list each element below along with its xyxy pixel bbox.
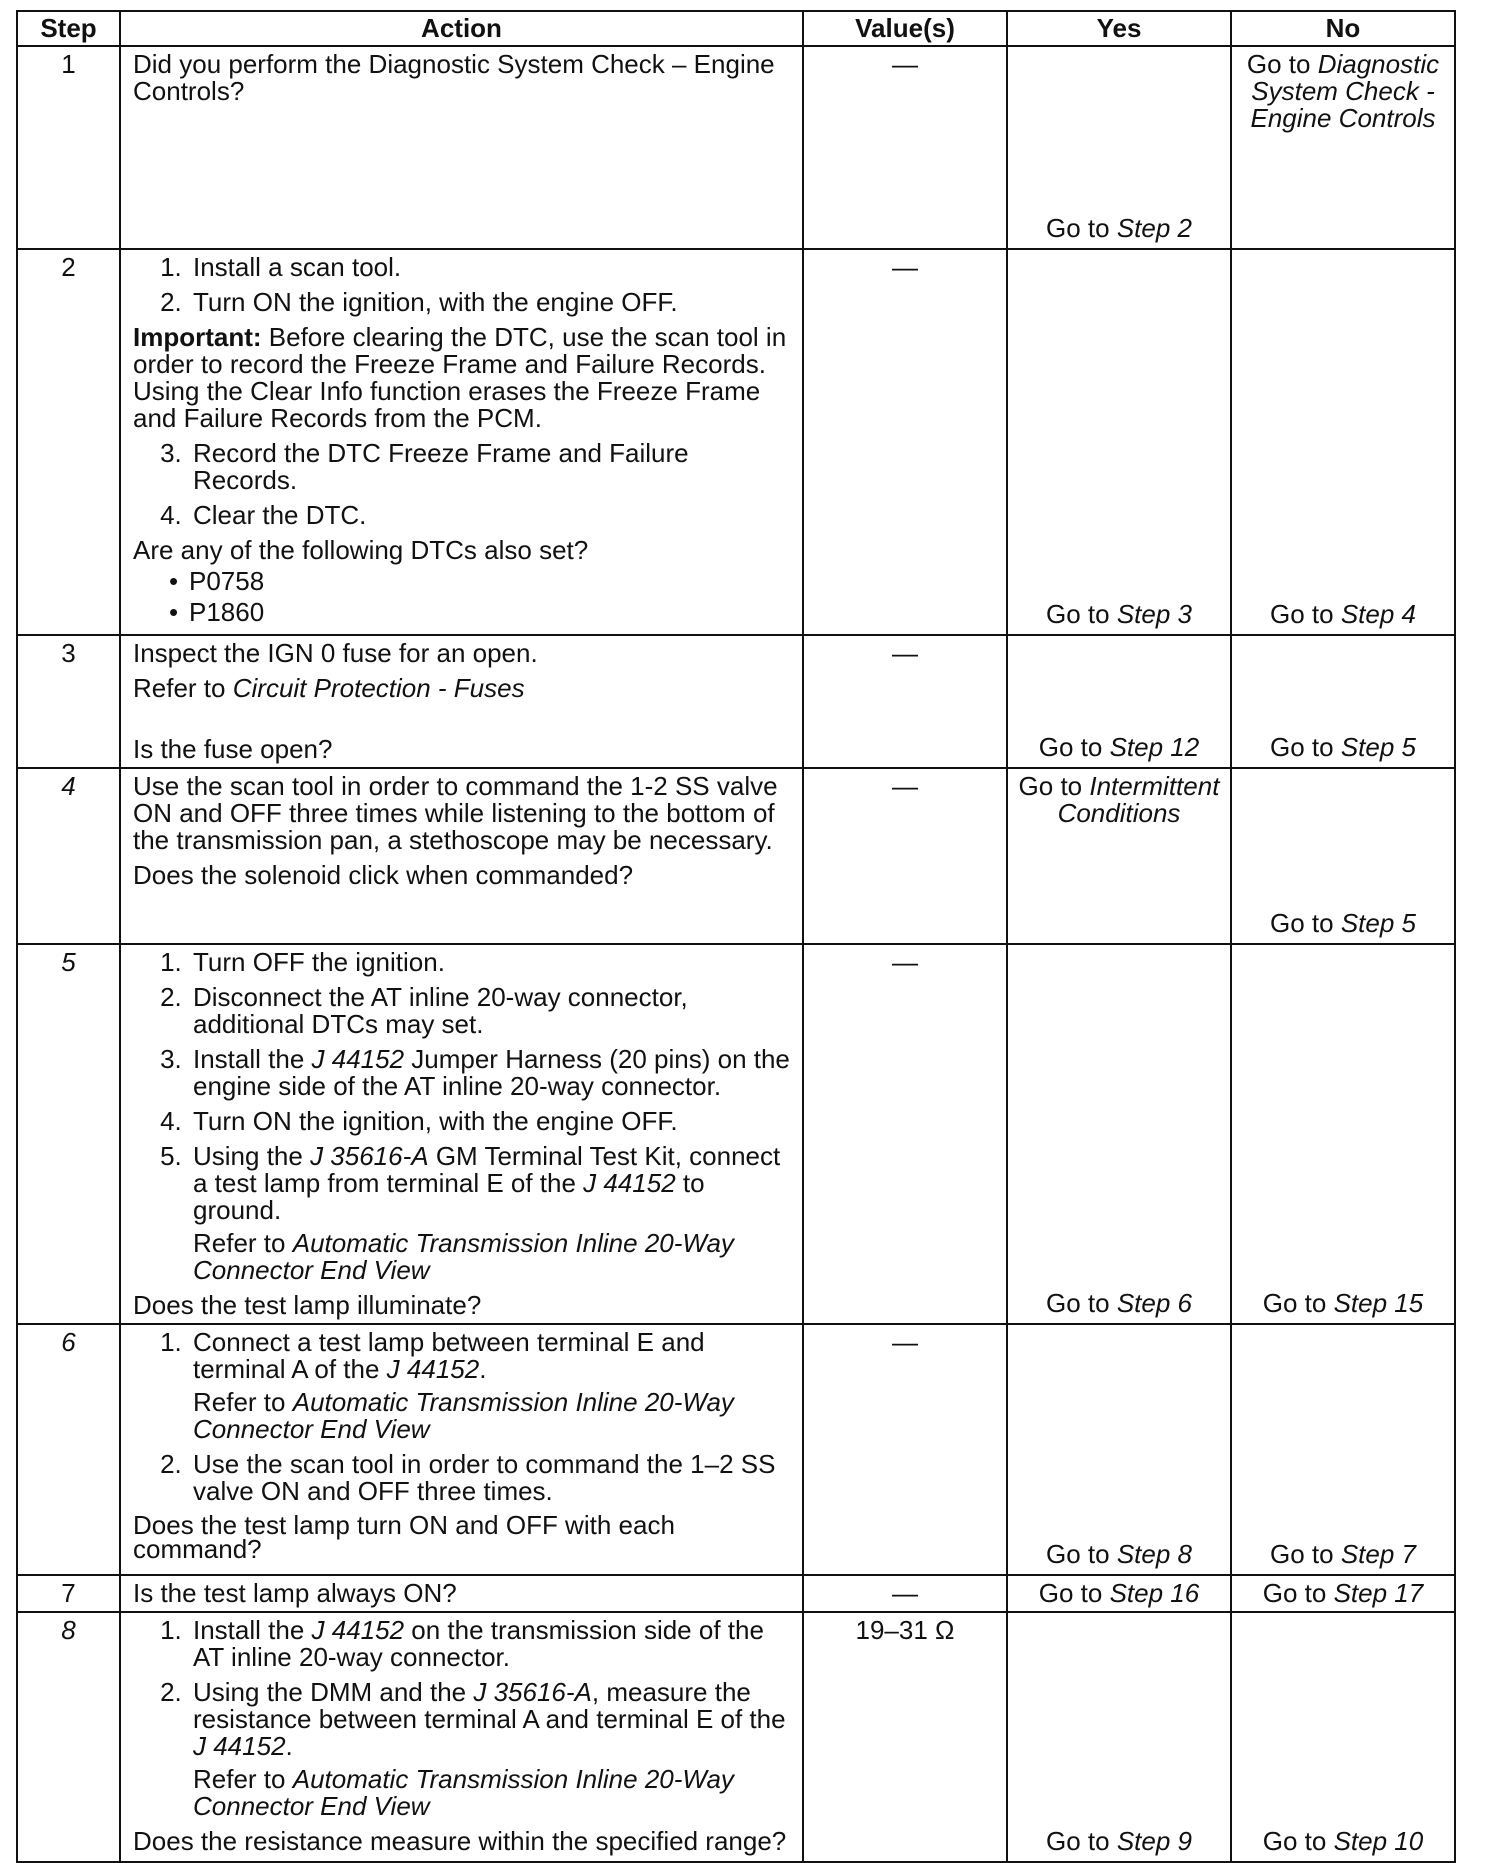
action-cell — [120, 635, 803, 768]
no-cell — [1231, 635, 1455, 768]
action-cell — [120, 1612, 803, 1862]
dtc-item: • P0758 — [189, 568, 790, 595]
yes-link[interactable]: Go to Step 8 — [1046, 1539, 1192, 1569]
value-cell: 19–31 Ω — [803, 1612, 1007, 1862]
yes-cell — [1007, 1612, 1231, 1862]
header-yes: Yes — [1007, 11, 1231, 46]
value-cell: — — [803, 944, 1007, 1324]
action-step: 2. Using the DMM and the J 35616-A, measure the resistance between terminal A and terminal E of the J 44152. Refer to Automatic Transmission Inline 20-Way Connector End View — [189, 1679, 790, 1820]
question-text: Does the test lamp illuminate? — [133, 1290, 482, 1320]
reference-link[interactable]: Circuit Protection - Fuses — [232, 673, 525, 703]
value-cell: — — [803, 249, 1007, 635]
no-cell — [1231, 1612, 1455, 1862]
action-step: 2. Disconnect the AT inline 20-way connector, additional DTCs may set. — [189, 984, 790, 1038]
reference: Refer to Circuit Protection - Fuses — [133, 673, 525, 703]
no-link[interactable]: Go to Step 5 — [1270, 908, 1416, 938]
yes-link[interactable]: Go to Step 9 — [1046, 1826, 1192, 1856]
action-step: 4. Turn ON the ignition, with the engine OFF. — [189, 1108, 790, 1135]
table-row — [17, 46, 1455, 249]
important-note: Important: Before clearing the DTC, use the scan tool in order to record the Freeze Frame and Failure Records. Using the Clear Info function erases the Freeze Frame and Failure Records from the PCM. — [133, 322, 787, 433]
no-cell — [1231, 944, 1455, 1324]
table-row — [17, 944, 1455, 1324]
no-cell — [1231, 46, 1455, 249]
action-step: 1. Install the J 44152 on the transmission side of the AT inline 20-way connector. — [189, 1617, 790, 1671]
step-number: 5 — [17, 944, 120, 1324]
reference: Refer to Automatic Transmission Inline 20-Way Connector End View — [193, 1228, 734, 1285]
yes-link[interactable]: Go to Step 2 — [1046, 213, 1192, 243]
yes-cell — [1007, 1324, 1231, 1575]
action-cell — [120, 46, 803, 249]
table-row — [17, 635, 1455, 768]
action-step: 3. Install the J 44152 Jumper Harness (20 pins) on the engine side of the AT inline 20-way connector. — [189, 1046, 790, 1100]
no-link[interactable]: Go to Step 10 — [1262, 1826, 1424, 1856]
no-link[interactable]: Go to Diagnostic System Check - Engine Controls — [1246, 49, 1440, 133]
action-cell — [120, 1575, 803, 1612]
value-cell: — — [803, 768, 1007, 944]
action-text: Inspect the IGN 0 fuse for an open. — [133, 638, 538, 668]
yes-cell — [1007, 635, 1231, 768]
reference: Refer to Automatic Transmission Inline 20-Way Connector End View — [193, 1764, 734, 1821]
yes-cell — [1007, 249, 1231, 635]
action-step: 1. Turn OFF the ignition. — [189, 949, 790, 976]
yes-cell — [1007, 944, 1231, 1324]
no-link[interactable]: Go to Step 5 — [1270, 732, 1416, 762]
step-number: 1 — [17, 46, 120, 249]
header-row — [17, 11, 1455, 46]
step-number: 2 — [17, 249, 120, 635]
step-number: 8 — [17, 1612, 120, 1862]
action-cell — [120, 944, 803, 1324]
action-step: 1. Connect a test lamp between terminal E and terminal A of the J 44152. Refer to Automatic Transmission Inline 20-Way Connector End View — [189, 1329, 790, 1443]
yes-link[interactable]: Go to Step 12 — [1038, 732, 1200, 762]
dtc-item: • P1860 — [189, 599, 790, 626]
header-action: Action — [120, 11, 803, 46]
table-row — [17, 1324, 1455, 1575]
step-number: 3 — [17, 635, 120, 768]
no-cell — [1231, 768, 1455, 944]
no-cell — [1231, 1575, 1455, 1612]
header-step: Step — [17, 11, 120, 46]
yes-cell — [1007, 46, 1231, 249]
step-number: 7 — [17, 1575, 120, 1612]
no-link[interactable]: Go to Step 15 — [1262, 1288, 1424, 1318]
action-cell — [120, 249, 803, 635]
reference-link[interactable]: Automatic Transmission Inline 20-Way Connector End View — [193, 1387, 734, 1444]
question-text: Does the test lamp turn ON and OFF with each command? — [133, 1510, 675, 1564]
yes-link[interactable]: Go to Step 16 — [1038, 1578, 1200, 1608]
yes-cell — [1007, 768, 1231, 944]
value-cell: — — [803, 46, 1007, 249]
yes-link[interactable]: Go to Intermittent Conditions — [1018, 771, 1220, 828]
question-text: Are any of the following DTCs also set? — [133, 535, 589, 565]
action-step: 2. Turn ON the ignition, with the engine OFF. — [189, 289, 790, 316]
action-step: 3. Record the DTC Freeze Frame and Failure Records. — [189, 440, 790, 494]
yes-link[interactable]: Go to Step 6 — [1046, 1288, 1192, 1318]
action-text: Use the scan tool in order to command the 1-2 SS valve ON and OFF three times while listening to the bottom of the transmission pan, a stethoscope may be necessary. — [133, 771, 778, 855]
value-cell: — — [803, 635, 1007, 768]
question-text: Is the fuse open? — [133, 734, 333, 764]
yes-cell — [1007, 1575, 1231, 1612]
no-link[interactable]: Go to Step 4 — [1270, 599, 1416, 629]
header-values: Value(s) — [803, 11, 1007, 46]
no-cell — [1231, 249, 1455, 635]
action-cell — [120, 768, 803, 944]
no-cell — [1231, 1324, 1455, 1575]
action-step: 4. Clear the DTC. — [189, 502, 790, 529]
table-row — [17, 1612, 1455, 1862]
action-step: 2. Use the scan tool in order to command the 1–2 SS valve ON and OFF three times. — [189, 1451, 790, 1505]
question-text: Does the solenoid click when commanded? — [133, 860, 634, 890]
no-link[interactable]: Go to Step 17 — [1262, 1578, 1424, 1608]
diagnostic-table — [16, 10, 1456, 1863]
value-cell: — — [803, 1324, 1007, 1575]
yes-link[interactable]: Go to Step 3 — [1046, 599, 1192, 629]
table-row — [17, 1575, 1455, 1612]
reference-link[interactable]: Automatic Transmission Inline 20-Way Connector End View — [193, 1228, 734, 1285]
step-number: 6 — [17, 1324, 120, 1575]
step-number: 4 — [17, 768, 120, 944]
table-row — [17, 768, 1455, 944]
question-text: Does the resistance measure within the specified range? — [133, 1826, 787, 1856]
question-text: Did you perform the Diagnostic System Check – Engine Controls? — [133, 49, 775, 106]
no-link[interactable]: Go to Step 7 — [1270, 1539, 1416, 1569]
action-cell — [120, 1324, 803, 1575]
action-step: 1. Install a scan tool. — [189, 254, 790, 281]
reference: Refer to Automatic Transmission Inline 20-Way Connector End View — [193, 1387, 734, 1444]
value-cell: — — [803, 1575, 1007, 1612]
reference-link[interactable]: Automatic Transmission Inline 20-Way Connector End View — [193, 1764, 734, 1821]
header-no: No — [1231, 11, 1455, 46]
table-row — [17, 249, 1455, 635]
action-step: 5. Using the J 35616-A GM Terminal Test Kit, connect a test lamp from terminal E of the J 44152 to ground. Refer to Automatic Transmission Inline 20-Way Connector End View — [189, 1143, 790, 1284]
question-text: Is the test lamp always ON? — [133, 1578, 457, 1608]
